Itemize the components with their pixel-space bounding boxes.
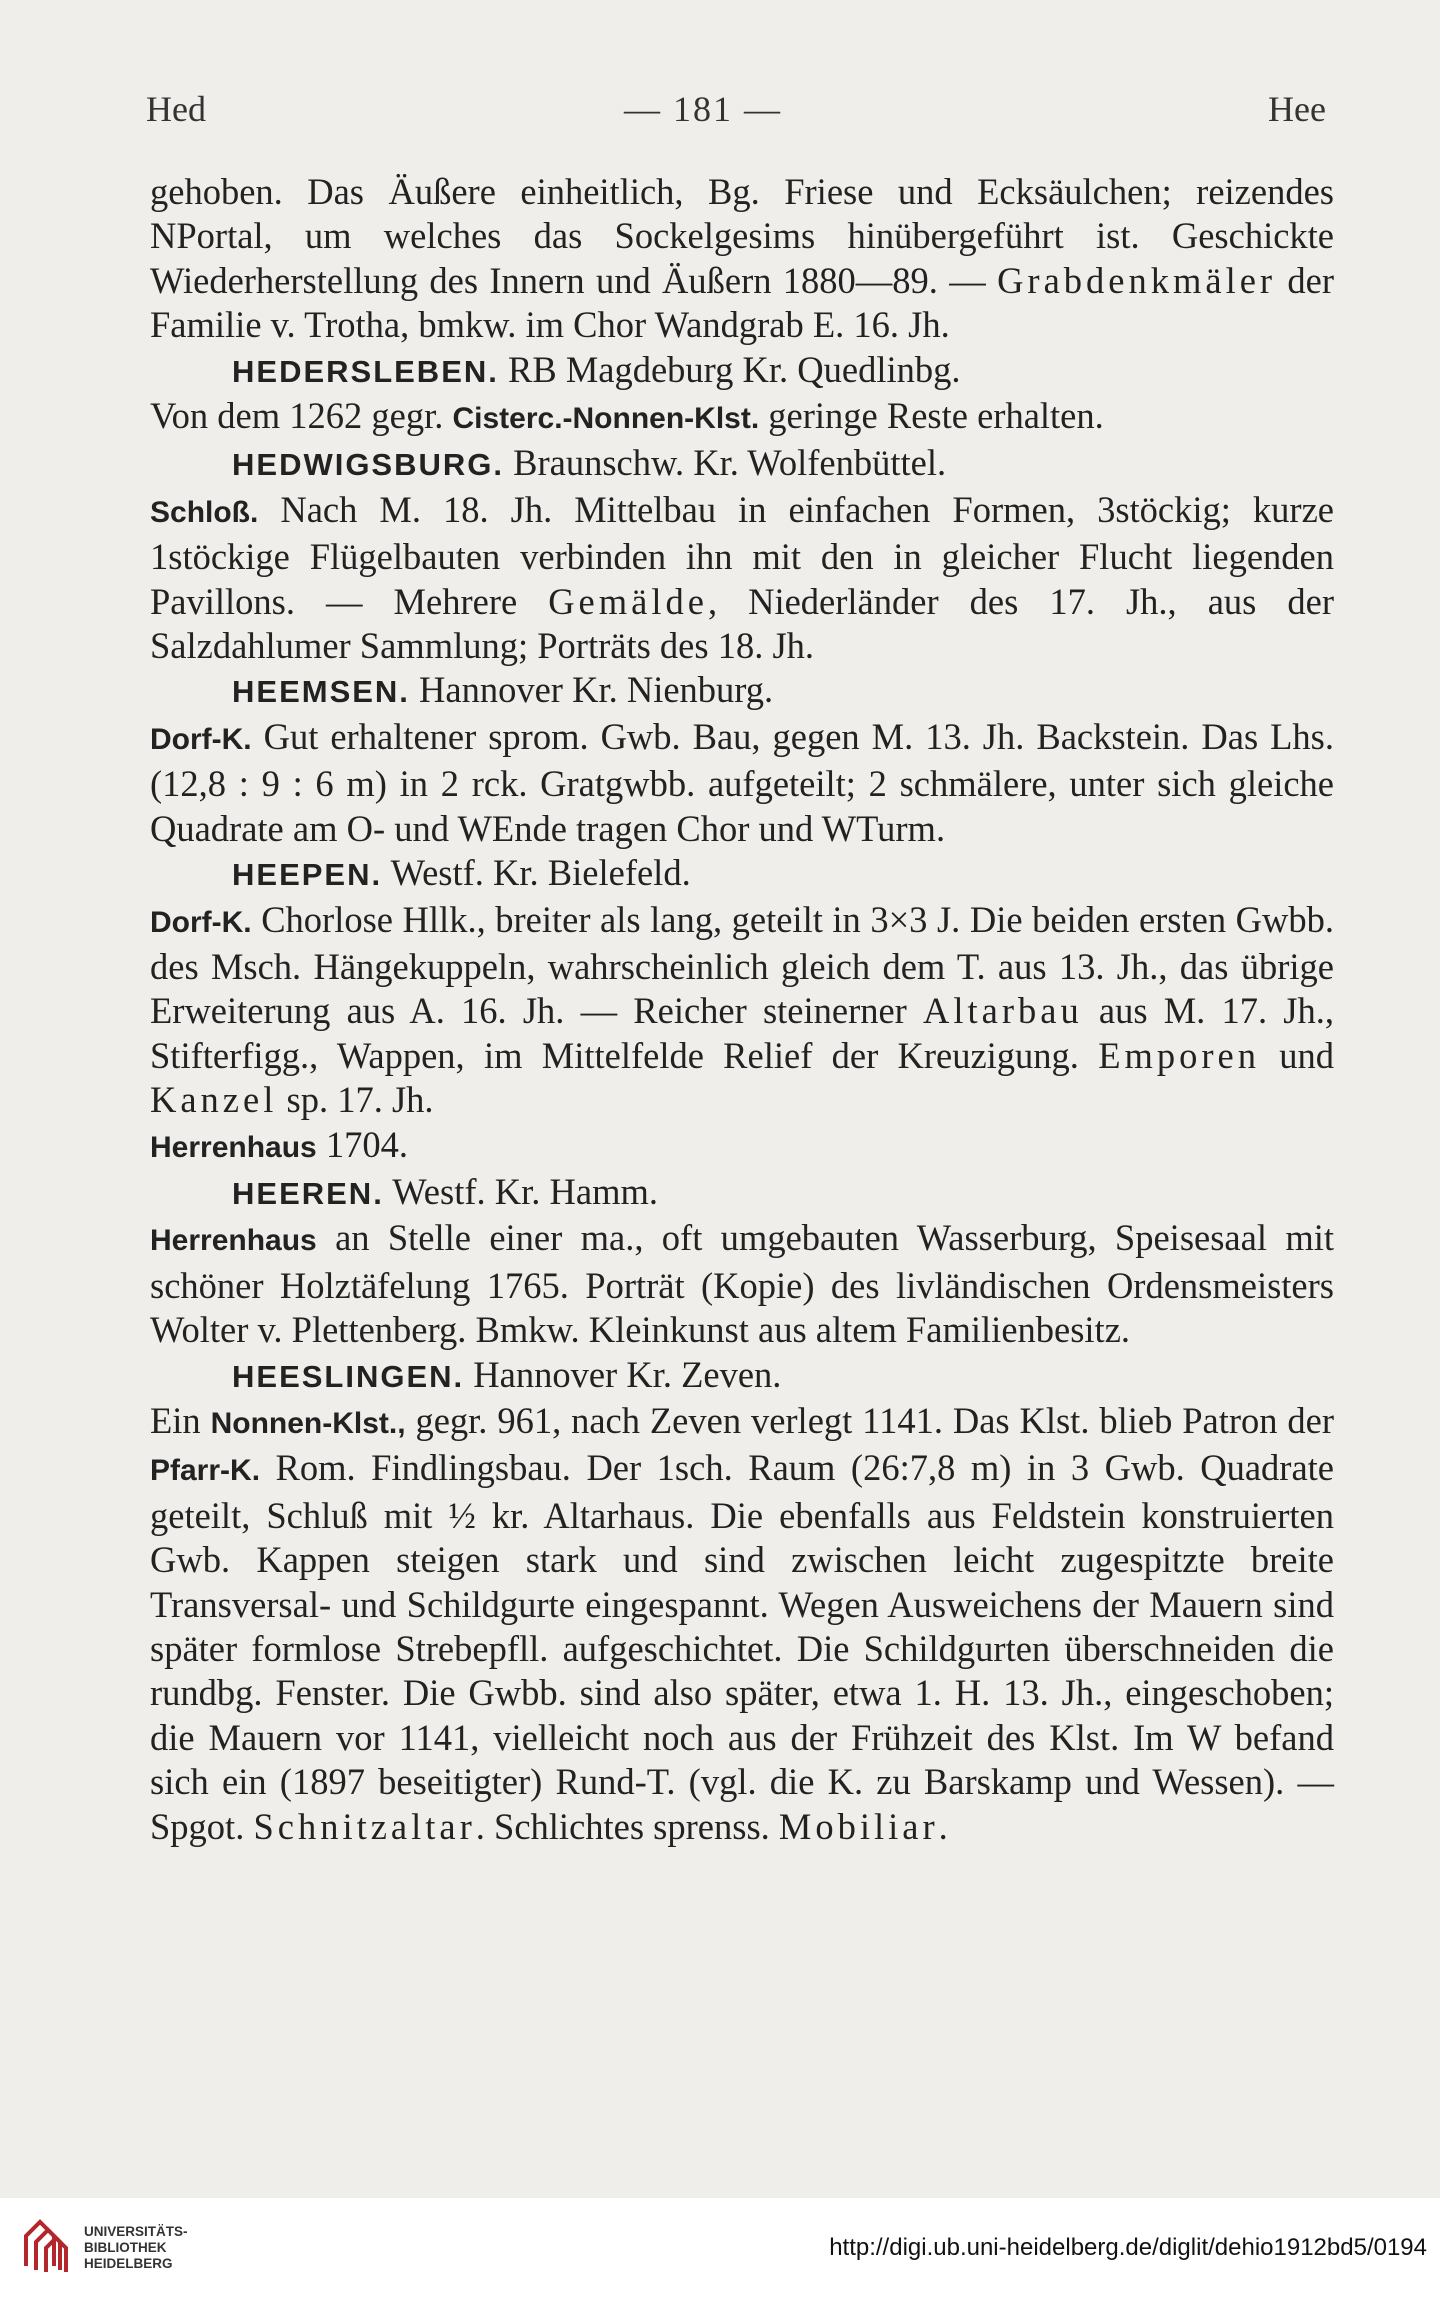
- bold-term: Schloß.: [150, 495, 259, 529]
- entry-heading-heepen: [150, 851, 1334, 897]
- lemma-heeren: HEEREN.: [232, 1175, 384, 1211]
- entry-text: geringe Reste erhalten.: [759, 395, 1104, 437]
- lemma-hedwigsburg: HEDWIGSBURG.: [232, 447, 504, 483]
- entry-text: Ein: [150, 1399, 211, 1441]
- entry-heading-hedwigsburg: [150, 441, 1334, 487]
- spaced-term: Mobiliar: [778, 1805, 939, 1847]
- spaced-term: Altarbau: [923, 990, 1083, 1032]
- bold-term: Cisterc.-Nonnen-Klst.: [452, 402, 760, 436]
- entry-text: und: [1259, 1034, 1334, 1076]
- footer-bar: [0, 2198, 1453, 2304]
- entry-text: . Schlichtes sprenss.: [475, 1805, 779, 1847]
- entry-heading-heemsen: [150, 668, 1334, 714]
- page-number: — 181 —: [624, 89, 782, 129]
- entry-text-heeslingen: [150, 1399, 1334, 1849]
- intro-text: der Familie v. Trotha, bmkw. im Chor Wandgrab E. 16. Jh.: [150, 259, 1334, 346]
- bold-term: Pfarr-K.: [150, 1454, 261, 1488]
- location: Hannover Kr. Nienburg.: [409, 669, 774, 711]
- entry-text: Gut erhaltener sprom. Gwb. Bau, gegen M. 13. Jh. Backstein. Das Lhs. (12,8 : 9 : 6 m) in 2 rck. Gratgwbb. aufgeteilt; 2 schmälere, unter sich gleiche Quadrate am O- und WEnde tragen Chor und WTurm.: [150, 715, 1334, 849]
- entry-text-heepen-herrenhaus: [150, 1123, 1334, 1170]
- entry-text: Rom. Findlingsbau. Der 1sch. Raum (26:7,8 m) in 3 Gwb. Quadrate geteilt, Schluß mit ½ kr. Altarhaus. Die ebenfalls aus Feldstein konstruierten Gwb. Kappen steigen stark und sind zwischen leicht zugespitzte breite Transversal- und Schildgurte eingespannt. Wegen Ausweichens der Mauern sind später formlose Strebepfll. aufgeschichtet. Die Schildgurten überschneiden die rundbg. Fenster. Die Gwbb. sind also später, etwa 1. H. 13. Jh., eingeschoben; die Mauern vor 1141, vielleicht noch aus der Frühzeit des Klst. Im W befand sich ein (1897 beseitigter) Rund-T. (vgl. die K. zu Barskamp und Wessen). — Spgot.: [150, 1447, 1334, 1847]
- entry-text: Nach M. 18. Jh. Mittelbau in einfachen Formen, 3stöckig; kurze 1stöckige Flügelbauten verbinden ihn mit den in gleicher Flucht liegenden Pavillons. — Mehrere: [150, 488, 1334, 622]
- entry-heading-heeren: [150, 1170, 1334, 1216]
- entry-text-hedersleben: [150, 394, 1334, 441]
- entry-text: .: [938, 1805, 948, 1847]
- library-line: UNIVERSITÄTS-: [84, 2224, 188, 2239]
- location: Braunschw. Kr. Wolfenbüttel.: [504, 442, 947, 484]
- lemma-heeslingen: HEESLINGEN.: [232, 1358, 465, 1394]
- spaced-term: Gemälde: [548, 580, 708, 622]
- library-name: [84, 2224, 188, 2272]
- entry-text-heeren: [150, 1216, 1334, 1352]
- body-text: [150, 170, 1334, 1849]
- library-logo-icon: [18, 2216, 78, 2276]
- entry-text-heemsen: [150, 715, 1334, 851]
- library-line: BIBLIOTHEK: [84, 2240, 167, 2255]
- entry-text-heepen: [150, 898, 1334, 1123]
- entry-text-hedwigsburg: [150, 488, 1334, 669]
- entry-text: 1704.: [316, 1123, 408, 1165]
- location: Westf. Kr. Bielefeld.: [382, 852, 691, 894]
- entry-text: an Stelle einer ma., oft umgebauten Wasserburg, Speisesaal mit schöner Holztäfelung 1765. Porträt (Kopie) des livländischen Ordensmeisters Wolter v. Plettenberg. Bmkw. Kleinkunst aus altem Familienbesitz.: [150, 1217, 1334, 1351]
- spaced-term: Grabdenkmäler: [997, 259, 1277, 301]
- header-left: Hed: [146, 89, 206, 129]
- bold-term: Nonnen-Klst.,: [210, 1406, 406, 1440]
- location: RB Magdeburg Kr. Quedlinbg.: [498, 348, 961, 390]
- lemma-heemsen: HEEMSEN.: [232, 674, 410, 710]
- bold-term: Dorf-K.: [150, 905, 252, 939]
- bold-term: Dorf-K.: [150, 722, 252, 756]
- entry-text: Chorlose Hllk., breiter als lang, geteilt in 3×3 J. Die beiden ersten Gwbb. des Msch. Hängekuppeln, wahrscheinlich gleich dem T. aus 13. Jh., das übrige Erweiterung aus A. 16. Jh. — Reicher steinerner: [150, 898, 1334, 1032]
- running-header: [146, 88, 1326, 134]
- intro-paragraph: [150, 170, 1334, 348]
- bold-term: Herrenhaus: [150, 1130, 317, 1164]
- lemma-hedersleben: HEDERSLEBEN.: [232, 353, 499, 389]
- library-line: HEIDELBERG: [84, 2256, 173, 2271]
- spaced-term: Kanzel: [150, 1079, 278, 1121]
- intro-text: gehoben. Das Äußere einheitlich, Bg. Friese und Ecksäulchen; reizendes NPortal, um welches das Sockelgesims hinübergeführt ist. Geschickte Wiederherstellung des Innern und Äußern 1880—89. —: [150, 171, 1334, 301]
- header-right: Hee: [1268, 89, 1326, 129]
- lemma-heepen: HEEPEN.: [232, 857, 383, 893]
- entry-heading-hedersleben: [150, 348, 1334, 394]
- entry-text: gegr. 961, nach Zeven verlegt 1141. Das Klst. blieb Patron der: [405, 1399, 1334, 1441]
- entry-text: aus M. 17. Jh., Stifterfigg., Wappen, im Mittelfelde Relief der Kreuzigung.: [150, 990, 1334, 1076]
- entry-text: Von dem 1262 gegr.: [150, 395, 453, 437]
- entry-text: sp. 17. Jh.: [277, 1079, 434, 1121]
- spaced-term: Emporen: [1098, 1034, 1260, 1076]
- location: Hannover Kr. Zeven.: [464, 1353, 782, 1395]
- entry-text: , Niederländer des 17. Jh., aus der Salzdahlumer Sammlung; Porträts des 18. Jh.: [150, 580, 1334, 667]
- bold-term: Herrenhaus: [150, 1224, 317, 1258]
- location: Westf. Kr. Hamm.: [383, 1170, 658, 1212]
- entry-heading-heeslingen: [150, 1353, 1334, 1399]
- permalink-url[interactable]: http://digi.ub.uni-heidelberg.de/diglit/dehio1912bd5/0194: [829, 2234, 1427, 2261]
- spaced-term: Schnitzaltar: [253, 1805, 476, 1847]
